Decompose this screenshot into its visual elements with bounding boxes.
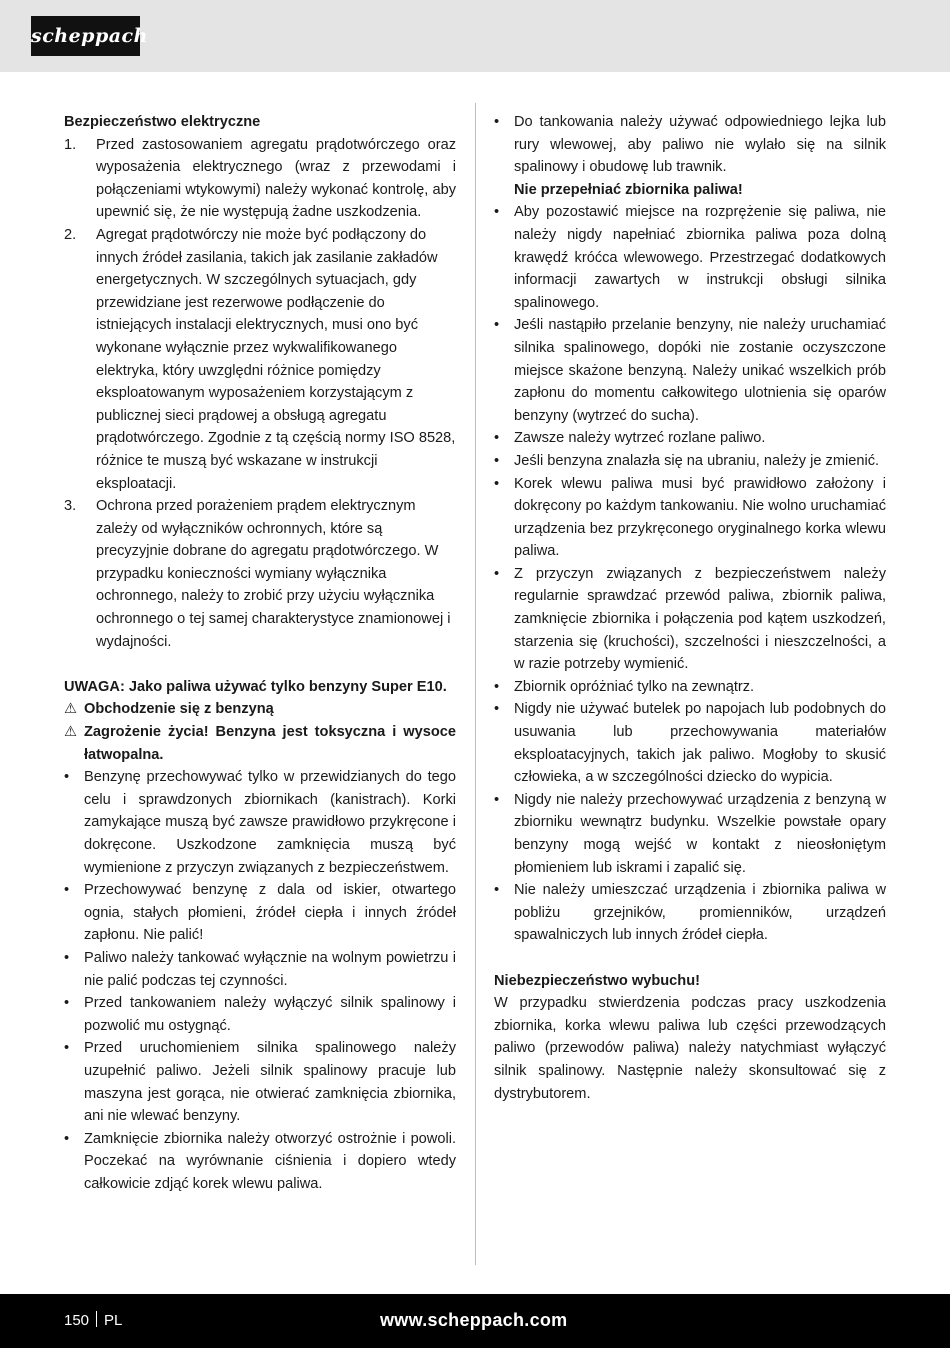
numbered-item <box>64 134 456 224</box>
website-link[interactable]: www.scheppach.com <box>380 1310 568 1330</box>
bullet-icon: • <box>64 949 70 966</box>
list-item <box>494 450 886 473</box>
warning-heading <box>64 721 456 766</box>
section-title-explosion: Niebezpieczeństwo wybuchu! <box>494 972 700 989</box>
explosion-paragraph: W przypadku stwierdzenia podczas pracy uszkodzenia zbiornika, korka wlewu paliwa lub części przewodzących paliwo (przewodów paliwa) należy natychmiast wyłączyć silnik spalinowy. Następnie należy skonsultować się z dystrybutorem. <box>494 995 886 1102</box>
list-item-text: Przechowywać benzynę z dala od iskier, otwartego ognia, stałych płomieni, źródeł ciepła i innych źródeł zapłonu. Nie palić! <box>84 882 456 944</box>
list-item-text: Aby pozostawić miejsce na rozprężenie się paliwa, nie należy nigdy napełniać zbiornika paliwa poza dolną krawędź króćca wlewowego. Przestrzegać dodatkowych informacji zawartych w instrukcji obsługi silnika spalinowego. <box>514 204 886 311</box>
bullet-icon: • <box>64 769 70 786</box>
list-item <box>64 766 456 879</box>
language-code: PL <box>104 1312 123 1329</box>
list-item-text: Przed uruchomieniem silnika spalinowego należy uzupełnić paliwo. Jeżeli silnik spalinowy pracuje lub maszyna jest gorąca, nie otwierać zamknięcia zbiornika, ani nie wlewać benzyny. <box>84 1040 456 1125</box>
page-number: 150 <box>64 1312 90 1329</box>
warning-triangle-icon: ⚠ <box>64 724 78 741</box>
bullet-icon: • <box>494 114 500 130</box>
page-indicator <box>64 1310 122 1332</box>
bullet-icon: • <box>494 430 500 447</box>
warning-text: Obchodzenie się z benzyną <box>84 701 274 718</box>
warning-heading <box>64 698 456 721</box>
list-item <box>494 879 886 947</box>
bullet-icon: • <box>494 317 500 334</box>
list-item <box>494 563 886 676</box>
item-number: 2. <box>64 226 77 243</box>
list-item-text: Nie należy umieszczać urządzenia i zbiornika paliwa w pobliżu grzejników, promienników, urządzeń spawalniczych lub innych źródeł ciepła. <box>514 882 886 944</box>
warning-text: Zagrożenie życia! Benzyna jest toksyczna i wysoce łatwopalna. <box>84 724 456 763</box>
brand-logo: scheppach <box>31 16 140 56</box>
numbered-item <box>64 495 456 653</box>
warning-triangle-icon: ⚠ <box>64 701 78 718</box>
list-item <box>494 676 886 699</box>
item-text: Przed zastosowaniem agregatu prądotwórczego oraz wyposażenia elektrycznego (wraz z przewodami i połączeniami wtykowymi) należy wykonać kontrolę, aby upewnić się, że nie występują żadne uszkodzenia. <box>96 136 456 221</box>
bullet-icon: • <box>494 678 500 695</box>
list-item-text: Nigdy nie używać butelek po napojach lub podobnych do usuwania lub przechowywania materiałów eksploatacyjnych, takich jak paliwo. Mogłoby to skusić człowieka, a w szczególności dziecko do wypicia. <box>514 701 886 786</box>
bullet-icon: • <box>64 882 70 899</box>
list-item-text: Zbiornik opróżniać tylko na zewnątrz. <box>514 678 755 695</box>
item-text: Agregat prądotwórczy nie może być podłączony do innych źródeł zasilania, takich jak zasilanie zakładów energetycznych. W szczególnych sytuacjach, gdy przewidziane jest rezerwowe podłączenie do istniejących instalacji elektrycznych, musi ono być wykonane wyłącznie przez wykwalifikowanego elektryka, który uwzględni różnice pomiędzy eksploatowanym wyposażeniem korzystającym z publicznej sieci prądowej a obsługą agregatu prądotwórczego. Zgodnie z tą częścią normy ISO 8528, różnice te muszą być wskazane w instrukcji eksploatacji. <box>96 226 456 492</box>
list-item <box>64 992 456 1037</box>
bullet-icon: • <box>64 1040 70 1057</box>
list-item-text: Korek wlewu paliwa musi być prawidłowo założony i dokręcony po każdym tankowaniu. Nie wolno uruchamiać urządzenia bez przykręconego oryginalnego korka wlewu paliwa. <box>514 475 886 560</box>
header-bar <box>0 0 950 72</box>
list-item-text: Paliwo należy tankować wyłącznie na wolnym powietrzu i nie palić podczas tej czynności. <box>84 949 456 989</box>
section-title-electrical: Bezpieczeństwo elektryczne <box>64 114 261 130</box>
list-item <box>494 201 886 314</box>
list-item <box>64 947 456 992</box>
page-separator <box>96 1311 97 1327</box>
footer-bar <box>0 1294 950 1348</box>
item-number: 1. <box>64 136 77 153</box>
list-item <box>494 473 886 563</box>
list-item <box>494 427 886 450</box>
list-item-text: Jeśli nastąpiło przelanie benzyny, nie należy uruchamiać silnika spalinowego, dopóki nie zostanie oczyszczone miejsce skażone benzyną. Należy unikać wszelkich prób zapłonu do momentu całkowitego ulotnienia się oparów benzyny (wytrzeć do sucha). <box>514 317 886 424</box>
right-column <box>494 111 886 1105</box>
overfill-warning: Nie przepełniać zbiornika paliwa! <box>514 181 743 198</box>
list-item-text: Benzynę przechowywać tylko w przewidzianych do tego celu i sprawdzonych zbiornikach (kanistrach). Korki zamykające muszą być zawsze prawidłowo przykręcone i dokręcone. Uszkodzone zamknięcia muszą być wymienione z przyczyn związanych z bezpieczeństwem. <box>84 769 456 876</box>
list-item <box>494 314 886 427</box>
bullet-icon: • <box>494 882 500 899</box>
list-item <box>64 879 456 947</box>
list-item <box>494 698 886 788</box>
list-item-text: Jeśli benzyna znalazła się na ubraniu, należy je zmienić. <box>514 452 880 469</box>
item-number: 3. <box>64 498 77 515</box>
list-item-text: Do tankowania należy używać odpowiedniego lejka lub rury wlewowej, aby paliwo nie wylało się na silnik spalinowy i obudowę lub trawnik. <box>514 114 886 176</box>
bullet-icon: • <box>494 791 500 808</box>
bullet-icon: • <box>494 475 500 492</box>
column-divider <box>475 103 476 1265</box>
list-item-text: Zamknięcie zbiornika należy otworzyć ostrożnie i powoli. Poczekać na wyrównanie ciśnienia i dopiero wtedy całkowicie zdjąć korek wlewu paliwa. <box>84 1130 456 1192</box>
list-item-text: Z przyczyn związanych z bezpieczeństwem należy regularnie sprawdzać przewód paliwa, zbiornik paliwa, zamknięcie zbiornika i połączenia pod kątem uszkodzeń, starzenia się (kruchości), szczelności i nieszczelności, a w razie potrzeby wymienić. <box>514 565 886 673</box>
list-item-text: Zawsze należy wytrzeć rozlane paliwo. <box>514 430 766 447</box>
list-item-text: Nigdy nie należy przechowywać urządzenia z benzyną w zbiorniku wewnątrz budynku. Wszelkie powstałe opary benzyny mogą wejść w kontakt z nieosłoniętym płomieniem lub iskrami i zapalić się. <box>514 791 886 876</box>
bullet-icon: • <box>494 565 500 582</box>
uwaga-note: UWAGA: Jako paliwa używać tylko benzyny Super E10. <box>64 678 447 695</box>
list-item <box>494 789 886 879</box>
bullet-icon: • <box>494 452 500 469</box>
item-text: Ochrona przed porażeniem prądem elektrycznym zależy od wyłączników ochronnych, które są precyzyjnie dobrane do agregatu prądotwórczego. W przypadku konieczności wymiany wyłącznika ochronnego, należy to zrobić przy użyciu wyłącznika ochronnego o tej samej charakterystyce znamionowej i wydajności. <box>96 498 451 650</box>
numbered-item <box>64 224 456 495</box>
bullet-icon: • <box>64 995 70 1012</box>
list-item <box>64 1128 456 1196</box>
list-item <box>64 1037 456 1127</box>
left-column <box>64 111 456 1196</box>
list-item-text: Przed tankowaniem należy wyłączyć silnik spalinowy i pozwolić mu ostygnąć. <box>84 995 456 1034</box>
bullet-icon: • <box>64 1130 70 1147</box>
list-item <box>494 111 886 179</box>
bullet-icon: • <box>494 701 500 718</box>
bullet-icon: • <box>494 204 500 221</box>
